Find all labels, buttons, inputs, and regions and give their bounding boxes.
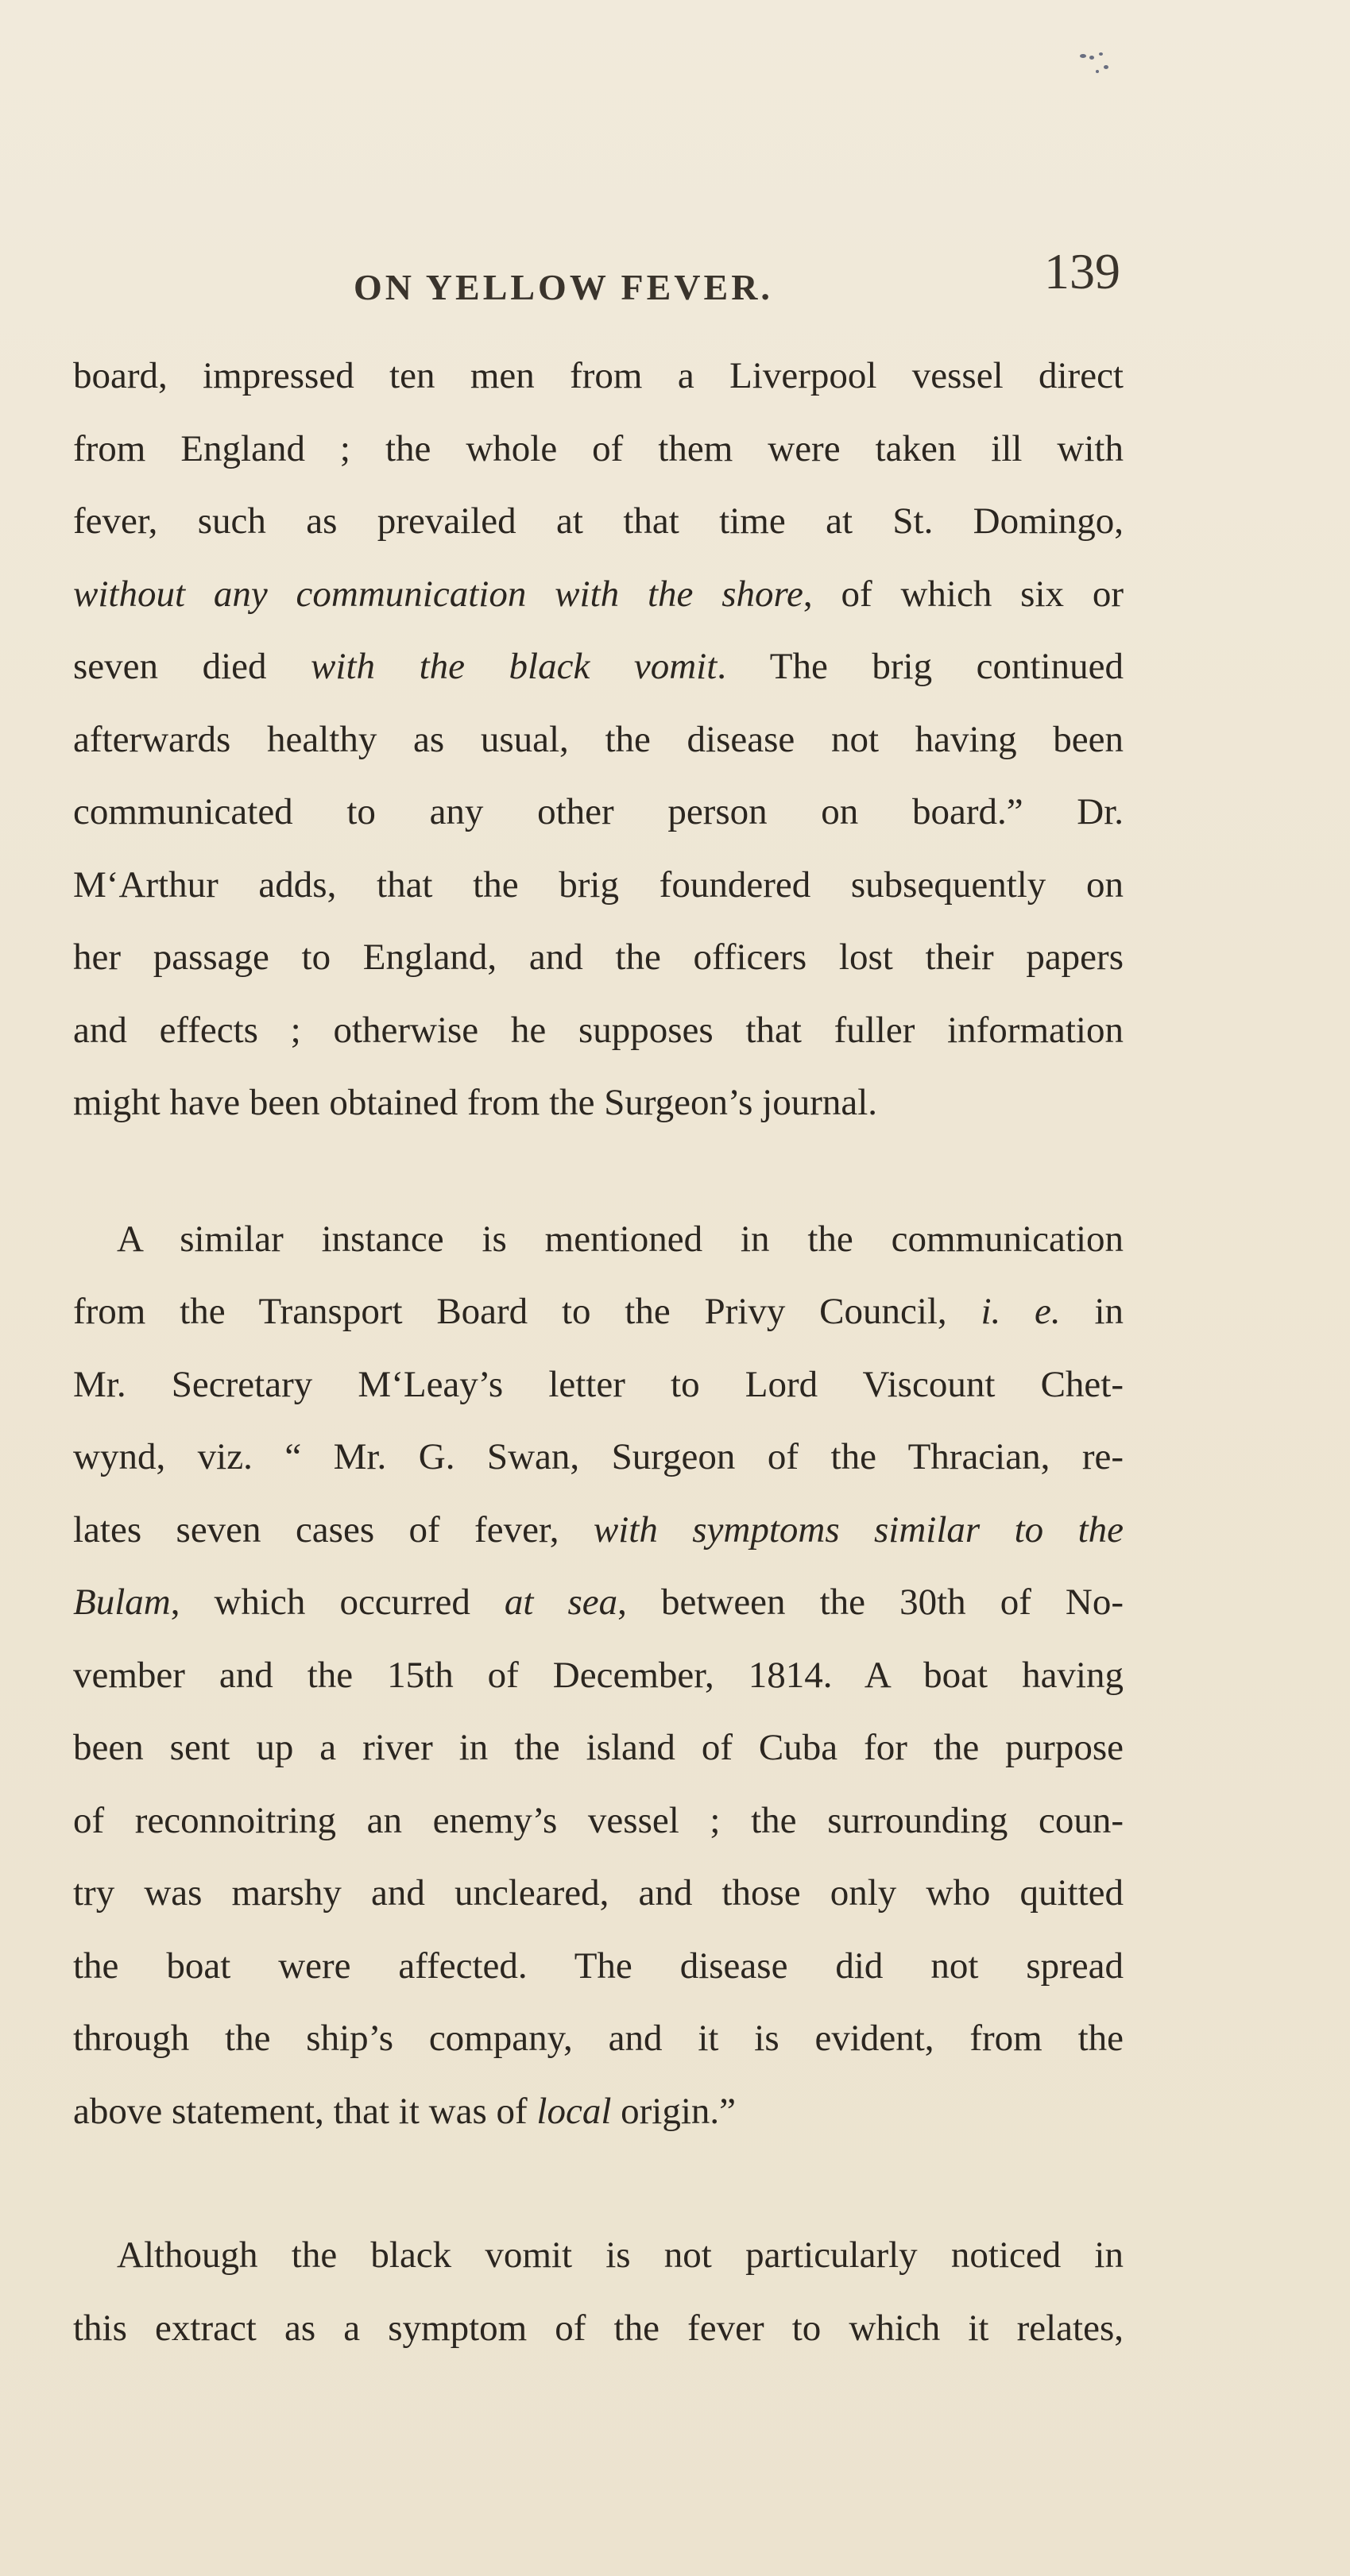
paragraph-2 — [73, 1203, 1124, 2149]
text-line: wynd, viz. “ Mr. G. Swan, Surgeon of the Thracian, re- — [73, 1436, 1124, 1477]
text-line: might have been obtained from the Surgeon’s journal. — [73, 1082, 878, 1123]
ink-specks — [1072, 48, 1120, 79]
page-number: 139 — [1044, 243, 1120, 299]
text-line: fever, such as prevailed at that time at St. Domingo, — [73, 500, 1124, 542]
text-line: try was marshy and uncleared, and those only who quitted — [73, 1872, 1124, 1914]
text-line: above statement, that it was of local origin.” — [73, 2090, 737, 2132]
italic-phrase: with symptoms similar to the — [593, 1508, 1124, 1551]
text-line: of reconnoitring an enemy’s vessel ; the surrounding coun- — [73, 1799, 1124, 1841]
italic-phrase: with the black vomit — [311, 646, 718, 687]
speck — [1096, 70, 1099, 73]
text-line: her passage to England, and the officers lost their papers — [73, 937, 1124, 978]
italic-phrase: local — [536, 2090, 612, 2132]
text-line: board, impressed ten men from a Liverpool vessel direct — [73, 355, 1124, 396]
running-title: ON YELLOW FEVER. — [354, 267, 773, 307]
paragraph-3 — [73, 2219, 1124, 2365]
speck — [1080, 54, 1086, 58]
italic-phrase: without any communication with the shore — [73, 573, 803, 615]
italic-phrase: at sea — [504, 1582, 618, 1623]
italic-phrase: i. e. — [981, 1291, 1061, 1332]
text-line: and effects ; otherwise he supposes that fuller information — [73, 1009, 1124, 1051]
text-line: lates seven cases of fever, with symptoms similar to the — [73, 1508, 1124, 1551]
body-text — [73, 340, 1124, 2365]
text-line: Although the black vomit is not particularly noticed in — [117, 2234, 1124, 2276]
text-line: Mr. Secretary M‘Leay’s letter to Lord Viscount Chet- — [73, 1363, 1124, 1405]
text-line: the boat were affected. The disease did not spread — [73, 1945, 1124, 1987]
text-line: Bulam, which occurred at sea, between the 30th of No- — [73, 1582, 1124, 1623]
text-line: through the ship’s company, and it is evident, from the — [73, 2018, 1124, 2059]
text-line: M‘Arthur adds, that the brig foundered subsequently on — [73, 863, 1124, 906]
speck — [1089, 56, 1094, 60]
text-line: afterwards healthy as usual, the disease not having been — [73, 718, 1124, 760]
text-line: A similar instance is mentioned in the communication — [117, 1218, 1124, 1260]
italic-phrase: Bulam — [73, 1582, 171, 1623]
text-line: without any communication with the shore, of which six or — [73, 573, 1124, 615]
speck — [1099, 52, 1103, 56]
text-line: seven died with the black vomit. The brig continued — [73, 646, 1124, 687]
text-line: been sent up a river in the island of Cuba for the purpose — [73, 1727, 1124, 1768]
text-line: vember and the 15th of December, 1814. A boat having — [73, 1654, 1124, 1696]
text-line: this extract as a symptom of the fever to which it relates, — [73, 2307, 1124, 2349]
running-head — [72, 242, 1120, 322]
text-line: communicated to any other person on board.” Dr. — [73, 791, 1124, 832]
paragraph-1 — [73, 340, 1124, 1140]
text-line: from the Transport Board to the Privy Council, i. e. in — [73, 1291, 1124, 1332]
speck — [1104, 65, 1108, 69]
text-line: from England ; the whole of them were taken ill with — [73, 427, 1124, 469]
